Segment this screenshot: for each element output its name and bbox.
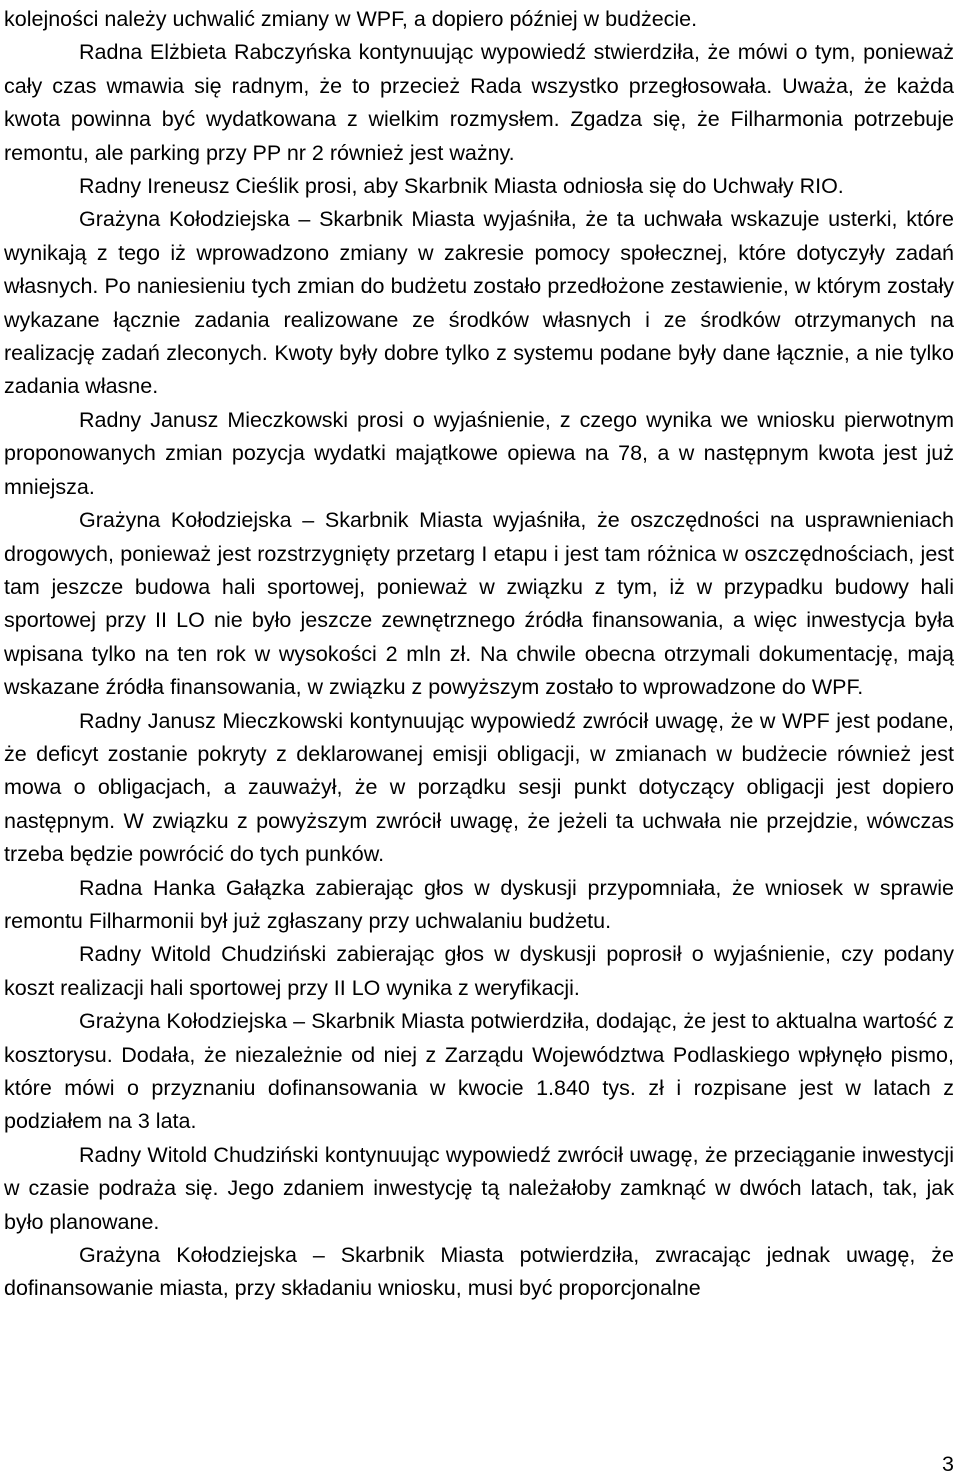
paragraph-kolodziejska-4: Grażyna Kołodziejska – Skarbnik Miasta potwierdziła, zwracając jednak uwagę, że dofinansowanie miasta, przy składaniu wniosku, musi być proporcjonalne [4, 1243, 954, 1301]
paragraph-mieczkowski-1: Radny Janusz Mieczkowski prosi o wyjaśnienie, z czego wynika we wniosku pierwotnym proponowanych zmian pozycja wydatki majątkowe opiewa na 78, a w następnym kwota jest już mniejsza. [4, 407, 954, 499]
document-body [4, 3, 954, 1306]
paragraph-galazka: Radna Hanka Gałązka zabierając głos w dyskusji przypomniała, że wniosek w sprawie remontu Filharmonii był już zgłaszany przy uchwalaniu budżetu. [4, 875, 954, 933]
paragraph-rabczynska: Radna Elżbieta Rabczyńska kontynuując wypowiedź stwierdziła, że mówi o tym, ponieważ cały czas wmawia się radnym, że to przecież Rada wszystko przegłosowała. Uważa, że każda kwota powinna być wydatkowana z wielkim rozmysłem. Zgadza się, że Filharmonia potrzebuje remontu, ale parking przy PP nr 2 również jest ważny. [4, 40, 954, 165]
paragraph-cieslik: Radny Ireneusz Cieślik prosi, aby Skarbnik Miasta odniosła się do Uchwały RIO. [79, 174, 844, 199]
paragraph-continuation: kolejności należy uchwalić zmiany w WPF, a dopiero później w budżecie. [4, 7, 698, 31]
paragraph-kolodziejska-2: Grażyna Kołodziejska – Skarbnik Miasta wyjaśniła, że oszczędności na usprawnieniach drogowych, ponieważ jest rozstrzygnięty przetarg I etapu i jest tam różnica w oszczędnościach, jest tam jeszcze budowa hali sportowej, ponieważ w związku z tym, iż w przypadku budowy hali sportowej przy II LO nie było jeszcze zewnętrznego źródła finansowania, a więc inwestycja była wpisana tylko na ten rok w wysokości 2 mln zł. Na chwile obecna otrzymali dokumentację, mają wskazane źródła finansowania, w związku z powyższym zostało to wprowadzone do WPF. [4, 508, 954, 700]
paragraph-kolodziejska-1: Grażyna Kołodziejska – Skarbnik Miasta wyjaśniła, że ta uchwała wskazuje usterki, które wynikają z tego iż wprowadzono zmiany w zakresie pomocy społecznej, które dotyczyły zadań własnych. Po naniesieniu tych zmian do budżetu zostało przedłożone zestawienie, w którym zostały wykazane łącznie zadania realizowane ze środków własnych i ze środków otrzymanych na realizację zadań zleconych. Kwoty były dobre tylko z systemu podane były dane łącznie, a nie tylko zadania własne. [4, 207, 954, 399]
page-number: 3 [942, 1452, 954, 1476]
paragraph-chudzinski-1: Radny Witold Chudziński zabierając głos w dyskusji poprosił o wyjaśnienie, czy podany koszt realizacji hali sportowej przy II LO wynika z weryfikacji. [4, 942, 954, 1000]
paragraph-kolodziejska-3: Grażyna Kołodziejska – Skarbnik Miasta potwierdziła, dodając, że jest to aktualna wartość z kosztorysu. Dodała, że niezależnie od niej z Zarządu Województwa Podlaskiego wpłynęło pismo, które mówi o przyznaniu dofinansowania w kwocie 1.840 tys. zł i rozpisane jest w latach z podziałem na 3 lata. [4, 1009, 954, 1134]
paragraph-mieczkowski-2: Radny Janusz Mieczkowski kontynuując wypowiedź zwrócił uwagę, że w WPF jest podane, że deficyt zostanie pokryty z deklarowanej emisji obligacji, w zmianach w budżecie również jest mowa o obligacjach, a zauważył, że w porządku sesji punkt dotyczący obligacji jest dopiero następnym. W związku z powyższym zwrócił uwagę, że jeżeli ta uchwała nie przejdzie, wówczas trzeba będzie powrócić do tych punków. [4, 708, 954, 867]
paragraph-chudzinski-2: Radny Witold Chudziński kontynuując wypowiedź zwrócił uwagę, że przeciąganie inwestycji w czasie podraża się. Jego zdaniem inwestycję tą należałoby zamknąć w dwóch latach, tak, jak było planowane. [4, 1142, 954, 1234]
